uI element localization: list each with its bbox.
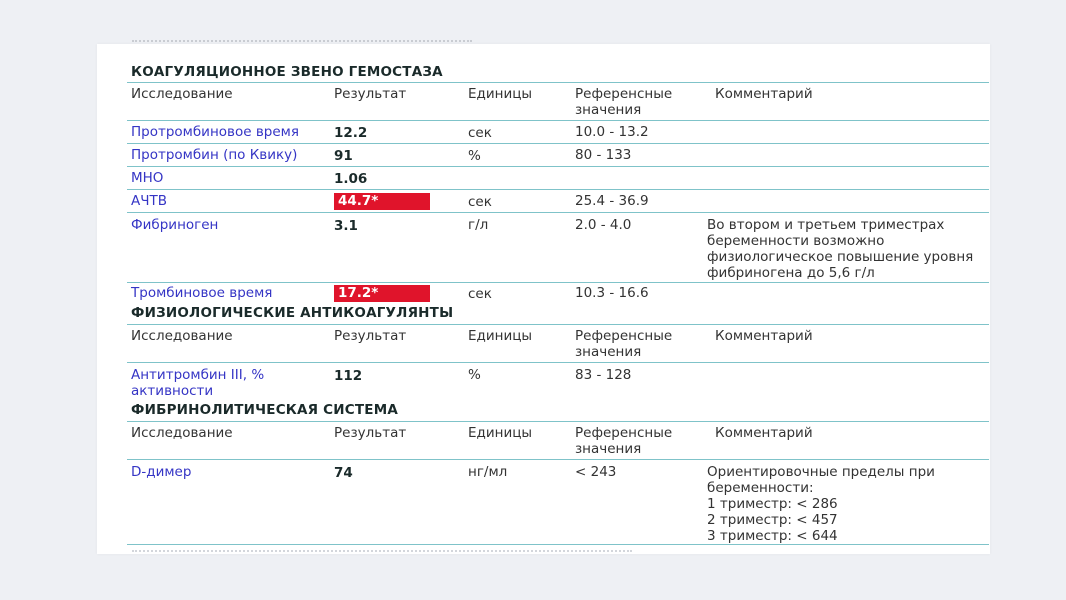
comment-fibrinogen-line1: Во втором и третьем триместрах xyxy=(707,217,945,233)
units-d-dimer: нг/мл xyxy=(468,464,508,480)
header-reference: Референсные xyxy=(575,86,673,102)
test-name-antithrombin-line2[interactable]: активности xyxy=(131,383,214,399)
test-name-fibrinogen[interactable]: Фибриноген xyxy=(131,217,219,233)
result-quick: 91 xyxy=(334,148,353,164)
header-reference-line2: значения xyxy=(575,344,642,360)
lab-report-page xyxy=(97,44,990,554)
cropped-text-top xyxy=(132,40,472,48)
comment-d-dimer-line3: 1 триместр: < 286 xyxy=(707,496,838,512)
test-name-quick[interactable]: Протромбин (по Квику) xyxy=(131,147,298,163)
reference-fibrinogen: 2.0 - 4.0 xyxy=(575,217,632,233)
divider xyxy=(127,82,989,83)
test-name-thrombin-time[interactable]: Тромбиновое время xyxy=(131,285,273,301)
comment-d-dimer-line2: беременности: xyxy=(707,480,814,496)
reference-pt: 10.0 - 13.2 xyxy=(575,124,649,140)
cropped-text-bottom xyxy=(132,550,632,556)
divider xyxy=(127,421,989,422)
header-comment: Комментарий xyxy=(715,425,813,441)
reference-quick: 80 - 133 xyxy=(575,147,632,163)
comment-d-dimer-line4: 2 триместр: < 457 xyxy=(707,512,838,528)
units-fibrinogen: г/л xyxy=(468,217,489,233)
header-reference-line2: значения xyxy=(575,441,642,457)
divider xyxy=(127,544,989,545)
result-antithrombin: 112 xyxy=(334,368,363,384)
header-study: Исследование xyxy=(131,86,233,102)
comment-fibrinogen-line4: фибриногена до 5,6 г/л xyxy=(707,265,875,281)
divider xyxy=(127,282,989,283)
header-units: Единицы xyxy=(468,328,533,344)
comment-fibrinogen-line3: физиологическое повышение уровня xyxy=(707,249,974,265)
divider xyxy=(127,459,989,460)
header-reference: Референсные xyxy=(575,328,673,344)
divider xyxy=(127,143,989,144)
header-result: Результат xyxy=(334,425,407,441)
header-units: Единицы xyxy=(468,86,533,102)
units-aptt: сек xyxy=(468,194,492,210)
comment-fibrinogen-line2: беременности возможно xyxy=(707,233,885,249)
divider xyxy=(127,362,989,363)
result-inr: 1.06 xyxy=(334,171,368,187)
result-d-dimer: 74 xyxy=(334,465,353,481)
reference-antithrombin: 83 - 128 xyxy=(575,367,632,383)
reference-thrombin-time: 10.3 - 16.6 xyxy=(575,285,649,301)
test-name-antithrombin[interactable]: Антитромбин III, % xyxy=(131,367,265,383)
units-pt: сек xyxy=(468,125,492,141)
test-name-inr[interactable]: МНО xyxy=(131,170,164,186)
header-reference-line2: значения xyxy=(575,102,642,118)
section-title-anticoagulants: ФИЗИОЛОГИЧЕСКИЕ АНТИКОАГУЛЯНТЫ xyxy=(131,305,454,321)
header-comment: Комментарий xyxy=(715,86,813,102)
units-antithrombin: % xyxy=(468,367,481,383)
header-comment: Комментарий xyxy=(715,328,813,344)
test-name-aptt[interactable]: АЧТВ xyxy=(131,193,167,209)
divider xyxy=(127,324,989,325)
divider xyxy=(127,189,989,190)
header-result: Результат xyxy=(334,328,407,344)
divider xyxy=(127,120,989,121)
result-thrombin-time-flagged: 17.2* xyxy=(334,285,430,302)
test-name-d-dimer[interactable]: D-димер xyxy=(131,464,192,480)
header-reference: Референсные xyxy=(575,425,673,441)
section-title-coagulation: КОАГУЛЯЦИОННОЕ ЗВЕНО ГЕМОСТАЗА xyxy=(131,64,443,80)
result-fibrinogen: 3.1 xyxy=(334,218,358,234)
comment-d-dimer-line5: 3 триместр: < 644 xyxy=(707,528,838,544)
test-name-pt[interactable]: Протромбиновое время xyxy=(131,124,299,140)
divider xyxy=(127,212,989,213)
reference-d-dimer: < 243 xyxy=(575,464,617,480)
header-result: Результат xyxy=(334,86,407,102)
divider xyxy=(127,166,989,167)
reference-aptt: 25.4 - 36.9 xyxy=(575,193,649,209)
units-quick: % xyxy=(468,148,481,164)
header-study: Исследование xyxy=(131,328,233,344)
units-thrombin-time: сек xyxy=(468,286,492,302)
comment-d-dimer-line1: Ориентировочные пределы при xyxy=(707,464,935,480)
section-title-fibrinolysis: ФИБРИНОЛИТИЧЕСКАЯ СИСТЕМА xyxy=(131,402,399,418)
header-study: Исследование xyxy=(131,425,233,441)
header-units: Единицы xyxy=(468,425,533,441)
result-pt: 12.2 xyxy=(334,125,368,141)
result-aptt-flagged: 44.7* xyxy=(334,193,430,210)
